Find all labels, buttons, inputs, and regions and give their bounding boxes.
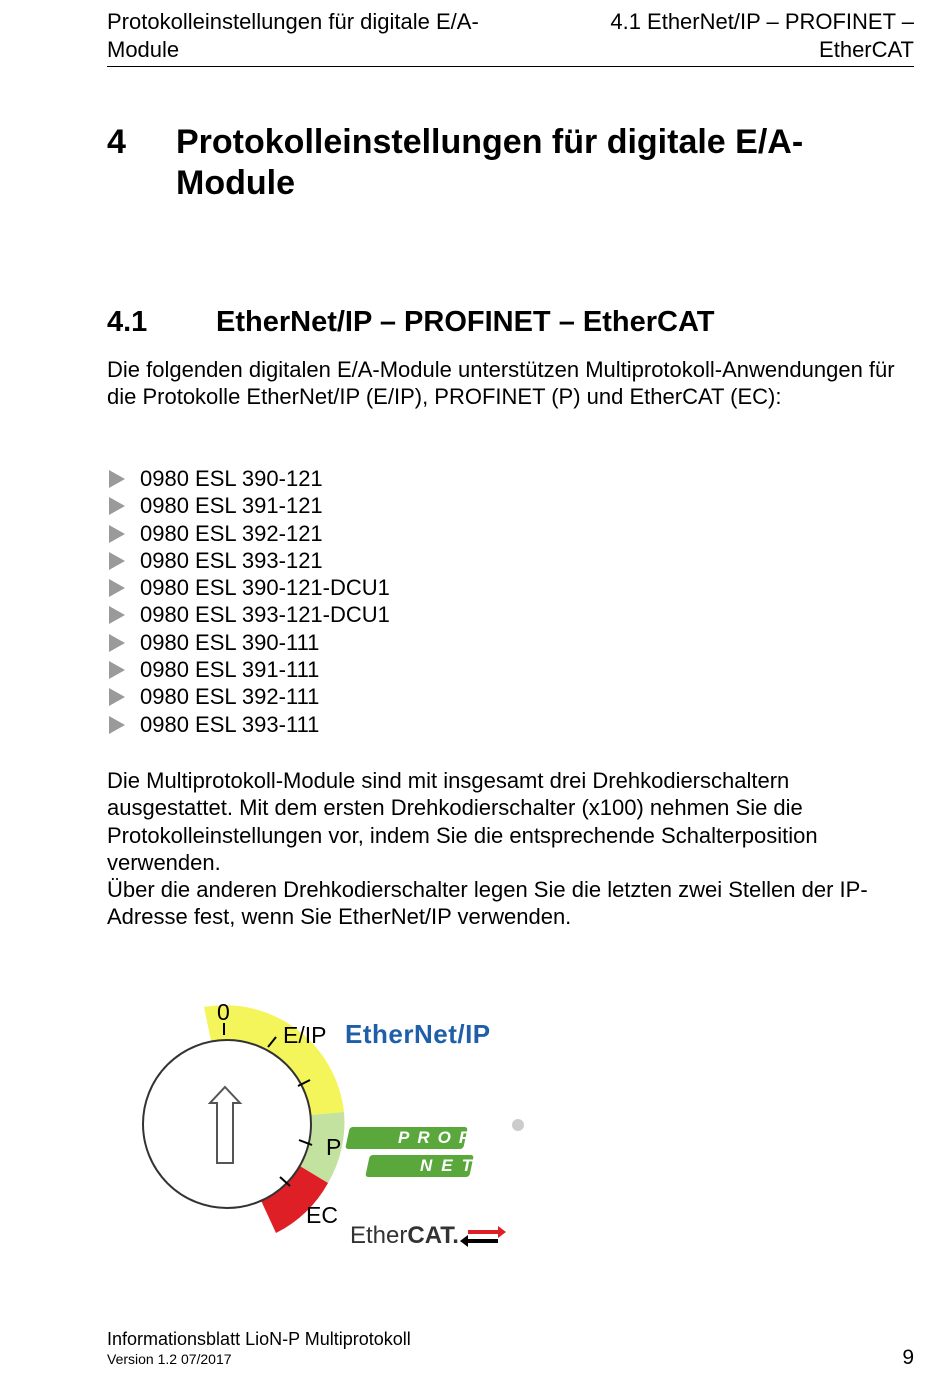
- list-item: 0980 ESL 390-121: [107, 465, 390, 492]
- triangle-bullet-icon: [109, 470, 125, 488]
- list-item: 0980 ESL 393-111: [107, 711, 390, 738]
- position-label-eip: E/IP: [283, 1022, 327, 1048]
- description-text-1: Die Multiprotokoll-Module sind mit insgesamt drei Drehkodierschaltern ausgestattet. Mit dem ersten Drehkodierschalter (x100) nehmen Sie die Protokolleinstellungen vor, indem Sie die entsprechende Schalterposition verwenden.: [107, 768, 818, 875]
- list-item: 0980 ESL 393-121: [107, 547, 390, 574]
- list-item: 0980 ESL 393-121-DCU1: [107, 601, 390, 628]
- profinet-logo-profi: PROFI: [398, 1128, 490, 1147]
- ethercat-logo-ether: Ether: [350, 1222, 408, 1249]
- triangle-bullet-icon: [109, 497, 125, 515]
- section-title: EtherNet/IP – PROFINET – EtherCAT: [216, 306, 715, 338]
- list-item: 0980 ESL 391-111: [107, 656, 390, 683]
- triangle-bullet-icon: [109, 661, 125, 679]
- position-label-p: P: [326, 1134, 342, 1160]
- footer-version: Version 1.2 07/2017: [107, 1351, 232, 1367]
- triangle-bullet-icon: [109, 552, 125, 570]
- ethercat-logo: [350, 1222, 459, 1250]
- description-text-2: Über die anderen Drehkodierschalter legen Sie die letzten zwei Stellen der IP-Adresse fest, wenn Sie EtherNet/IP verwenden.: [107, 877, 868, 930]
- ethernetip-logo: EtherNet/IP: [345, 1019, 491, 1049]
- list-item: 0980 ESL 390-111: [107, 629, 390, 656]
- chapter-number: 4: [107, 123, 126, 161]
- ethercat-logo-cat: CAT.: [407, 1222, 459, 1249]
- triangle-bullet-icon: [109, 606, 125, 624]
- list-item: 0980 ESL 391-121: [107, 492, 390, 519]
- page-number: 9: [902, 1346, 914, 1369]
- ethercat-arrows-icon: [460, 1226, 506, 1247]
- chapter-title: Protokolleinstellungen für digitale E/A-Module: [176, 123, 804, 202]
- section-number: 4.1: [107, 306, 148, 338]
- triangle-bullet-icon: [109, 525, 125, 543]
- header-divider: [107, 66, 914, 67]
- position-label-zero: 0: [217, 999, 230, 1025]
- intro-paragraph: Die folgenden digitalen E/A-Module unterstützen Multiprotokoll-Anwendungen für die Protokolle EtherNet/IP (E/IP), PROFINET (P) und EtherCAT (EC):: [107, 357, 895, 410]
- description-paragraph: [107, 767, 917, 931]
- rotary-switch-figure: [130, 985, 550, 1275]
- triangle-bullet-icon: [109, 634, 125, 652]
- running-header-right: 4.1 EtherNet/IP – PROFINET – EtherCAT: [610, 9, 914, 62]
- triangle-bullet-icon: [109, 579, 125, 597]
- triangle-bullet-icon: [109, 688, 125, 706]
- list-item: 0980 ESL 392-121: [107, 520, 390, 547]
- profinet-logo-net: NET: [420, 1156, 481, 1175]
- list-item: 0980 ESL 390-121-DCU1: [107, 574, 390, 601]
- running-header-left: Protokolleinstellungen für digitale E/A-Module: [107, 9, 479, 62]
- module-list: [107, 465, 390, 738]
- footer-document-title: Informationsblatt LioN-P Multiprotokoll: [107, 1329, 411, 1349]
- list-item: 0980 ESL 392-111: [107, 683, 390, 710]
- triangle-bullet-icon: [109, 716, 125, 734]
- position-label-ec: EC: [306, 1202, 338, 1228]
